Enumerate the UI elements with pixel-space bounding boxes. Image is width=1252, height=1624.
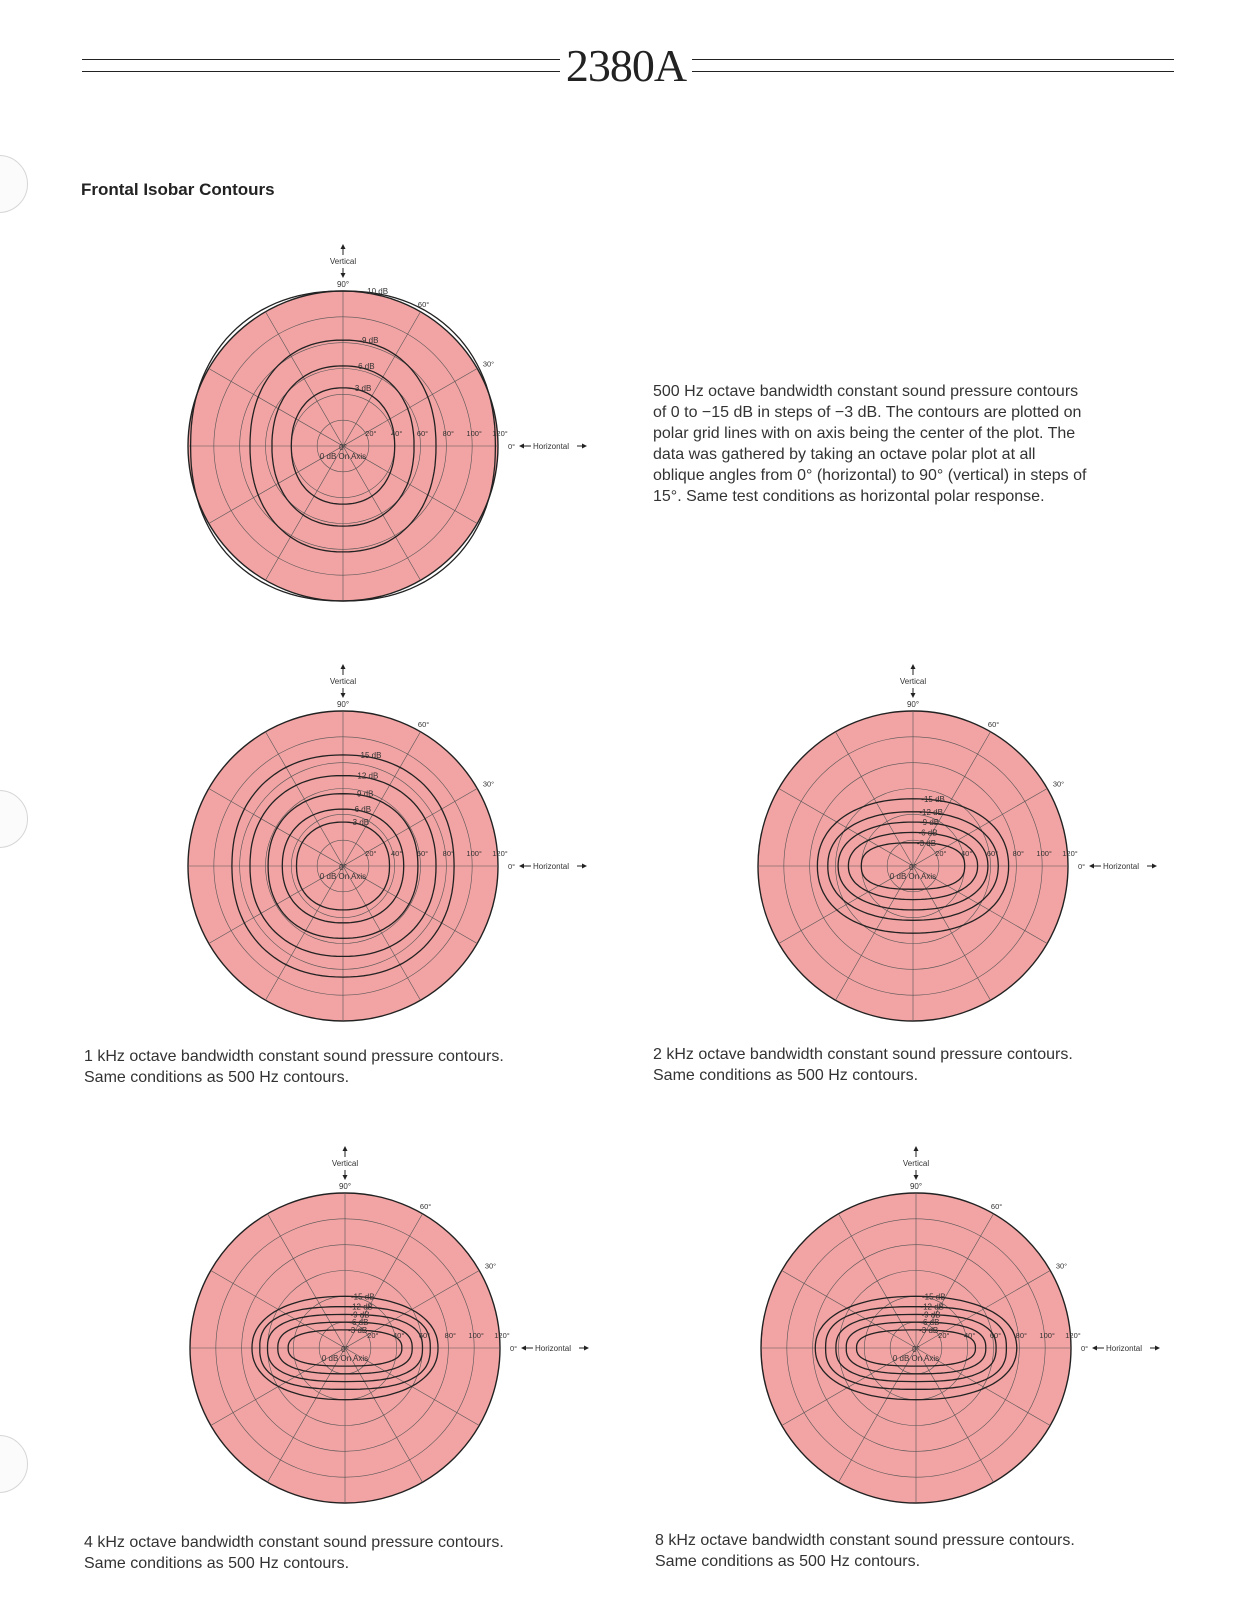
horizontal-0-label: 0°: [508, 862, 516, 871]
description-line: 4 kHz octave bandwidth constant sound pressure contours.: [84, 1534, 504, 1551]
contour-level-label: -12 dB: [349, 1302, 373, 1312]
radial-tick-label: 60°: [418, 1331, 431, 1340]
center-angle-label: 0°: [339, 863, 347, 872]
radial-tick-label: 20°: [367, 1331, 379, 1340]
vertical-90-label: 90°: [338, 1182, 352, 1191]
horizontal-0-label: 0°: [1078, 862, 1086, 871]
radial-tick-label: 100°: [1036, 849, 1052, 858]
vertical-90-label: 90°: [336, 280, 350, 289]
description-line: Same conditions as 500 Hz contours.: [84, 1555, 350, 1572]
horizontal-axis-label: Horizontal: [535, 1344, 572, 1353]
radial-tick-label: 120°: [1062, 849, 1078, 858]
contour-level-label: -15 dB: [350, 1292, 375, 1302]
contour-level-label: -10 dB: [364, 287, 389, 296]
radial-tick-label: 20°: [938, 1331, 950, 1340]
vertical-90-label: 90°: [336, 700, 350, 709]
radial-tick-label: 120°: [492, 849, 508, 858]
rim-30-label: 30°: [484, 1261, 497, 1271]
radial-tick-label: 40°: [392, 1331, 405, 1340]
radial-tick-label: 60°: [986, 849, 999, 858]
rim-30-label: 30°: [1055, 1261, 1068, 1271]
horizontal-0-label: 0°: [508, 442, 516, 451]
model-title-text: 2380A: [560, 40, 692, 91]
contour-level-label: -3 dB: [919, 1325, 939, 1335]
rim-30-label: 30°: [482, 779, 495, 789]
vertical-90-label: 90°: [906, 700, 920, 709]
radial-tick-label: 20°: [935, 849, 947, 858]
contour-level-label: -3 dB: [348, 1325, 368, 1335]
center-label: 0 dB On Axis: [892, 1354, 940, 1363]
rim-30-label: 30°: [1052, 779, 1065, 789]
center-label: 0 dB On Axis: [321, 1354, 369, 1363]
description-line: oblique angles from 0° (horizontal) to 90° (vertical) in steps of: [653, 467, 1087, 484]
section-title: Frontal Isobar Contours: [81, 180, 275, 199]
contour-level-label: -15 dB: [921, 1292, 946, 1302]
radial-tick-label: 80°: [442, 849, 455, 858]
description-line: of 0 to −15 dB in steps of −3 dB. The contours are plotted on: [653, 404, 1082, 421]
contour-level-label: -9 dB: [354, 789, 374, 799]
center-angle-label: 0°: [339, 443, 347, 452]
radial-tick-label: 100°: [1039, 1331, 1055, 1340]
contour-level-label: -9 dB: [921, 1310, 941, 1320]
vertical-axis-label: Vertical: [329, 677, 357, 686]
description-1khz: [84, 1046, 604, 1088]
radial-tick-label: 60°: [416, 849, 429, 858]
center-label: 0 dB On Axis: [889, 872, 937, 881]
radial-tick-label: 80°: [442, 429, 455, 438]
horizontal-axis-label: Horizontal: [533, 862, 570, 871]
horizontal-0-label: 0°: [1081, 1344, 1089, 1353]
contour-level-label: -3 dB: [350, 818, 370, 828]
vertical-axis-label: Vertical: [902, 1159, 930, 1168]
radial-tick-label: 80°: [1015, 1331, 1028, 1340]
vertical-arrow-head: [914, 1175, 919, 1180]
description-line: 500 Hz octave bandwidth constant sound pressure contours: [653, 383, 1079, 400]
description-line: 2 kHz octave bandwidth constant sound pressure contours.: [653, 1046, 1073, 1063]
description-4khz: [84, 1532, 604, 1574]
horizontal-axis-label: Horizontal: [1103, 862, 1140, 871]
description-line: 8 kHz octave bandwidth constant sound pressure contours.: [655, 1532, 1075, 1549]
center-label: 0 dB On Axis: [319, 452, 367, 461]
rim-60-label: 60°: [417, 720, 430, 730]
contour-level-label: -6 dB: [920, 1318, 940, 1328]
radial-tick-label: 100°: [468, 1331, 484, 1340]
horizontal-arrow-head: [1155, 1346, 1160, 1351]
center-angle-label: 0°: [912, 1345, 920, 1354]
horizontal-axis-label: Horizontal: [1106, 1344, 1143, 1353]
radial-tick-label: 60°: [416, 429, 429, 438]
horizontal-axis-label: Horizontal: [533, 442, 570, 451]
radial-tick-label: 40°: [960, 849, 973, 858]
contour-level-label: -6 dB: [918, 828, 938, 838]
description-line: Same conditions as 500 Hz contours.: [655, 1553, 921, 1570]
contour-level-label: -9 dB: [359, 336, 379, 346]
contour-level-label: -3 dB: [916, 838, 937, 848]
radial-tick-label: 120°: [492, 429, 508, 438]
center-angle-label: 0°: [341, 1345, 349, 1354]
contour-level-label: -12 dB: [354, 771, 379, 781]
rim-60-label: 60°: [987, 720, 1000, 730]
contour-level-label: -12 dB: [920, 1302, 944, 1312]
rim-60-label: 60°: [417, 300, 430, 310]
contour-level-label: -6 dB: [355, 361, 375, 371]
radial-tick-label: 120°: [1065, 1331, 1081, 1340]
radial-tick-label: 40°: [390, 849, 403, 858]
contour-level-label: -9 dB: [350, 1310, 370, 1320]
contour-level-label: -15 dB: [921, 794, 945, 804]
rim-60-label: 60°: [419, 1202, 432, 1212]
contour-level-label: -6 dB: [349, 1318, 369, 1328]
vertical-axis-label: Vertical: [329, 257, 357, 266]
center-label: 0 dB On Axis: [319, 872, 367, 881]
description-500hz: [653, 381, 1173, 507]
radial-tick-label: 100°: [466, 429, 482, 438]
vertical-90-label: 90°: [909, 1182, 923, 1191]
description-line: Same conditions as 500 Hz contours.: [84, 1069, 350, 1086]
contour-level-label: -15 dB: [357, 750, 382, 760]
center-angle-label: 0°: [909, 863, 917, 872]
contour-level-label: -3 dB: [352, 383, 372, 393]
rim-30-label: 30°: [482, 359, 495, 369]
description-line: data was gathered by taking an octave polar plot at all: [653, 446, 1036, 463]
description-line: Same conditions as 500 Hz contours.: [653, 1067, 919, 1084]
horizontal-arrow-head: [1092, 1346, 1097, 1351]
description-8khz: [655, 1530, 1175, 1572]
description-line: polar grid lines with on axis being the center of the plot. The: [653, 425, 1076, 442]
radial-tick-label: 100°: [466, 849, 482, 858]
description-line: 1 kHz octave bandwidth constant sound pressure contours.: [84, 1048, 504, 1065]
radial-tick-label: 20°: [365, 429, 377, 438]
contour-level-label: -9 dB: [920, 818, 940, 828]
contour-level-label: -12 dB: [919, 807, 943, 817]
vertical-axis-label: Vertical: [899, 677, 927, 686]
radial-tick-label: 20°: [365, 849, 377, 858]
radial-tick-label: 40°: [390, 429, 403, 438]
radial-tick-label: 40°: [963, 1331, 976, 1340]
radial-tick-label: 80°: [444, 1331, 457, 1340]
radial-tick-label: 80°: [1012, 849, 1025, 858]
description-line: 15°. Same test conditions as horizontal polar response.: [653, 488, 1045, 505]
horizontal-0-label: 0°: [510, 1344, 518, 1353]
contour-level-label: -6 dB: [351, 805, 372, 815]
vertical-arrow-head: [914, 1146, 919, 1151]
description-2khz: [653, 1044, 1173, 1086]
radial-tick-label: 60°: [989, 1331, 1002, 1340]
rim-60-label: 60°: [990, 1202, 1003, 1212]
vertical-axis-label: Vertical: [331, 1159, 359, 1168]
radial-tick-label: 120°: [494, 1331, 510, 1340]
